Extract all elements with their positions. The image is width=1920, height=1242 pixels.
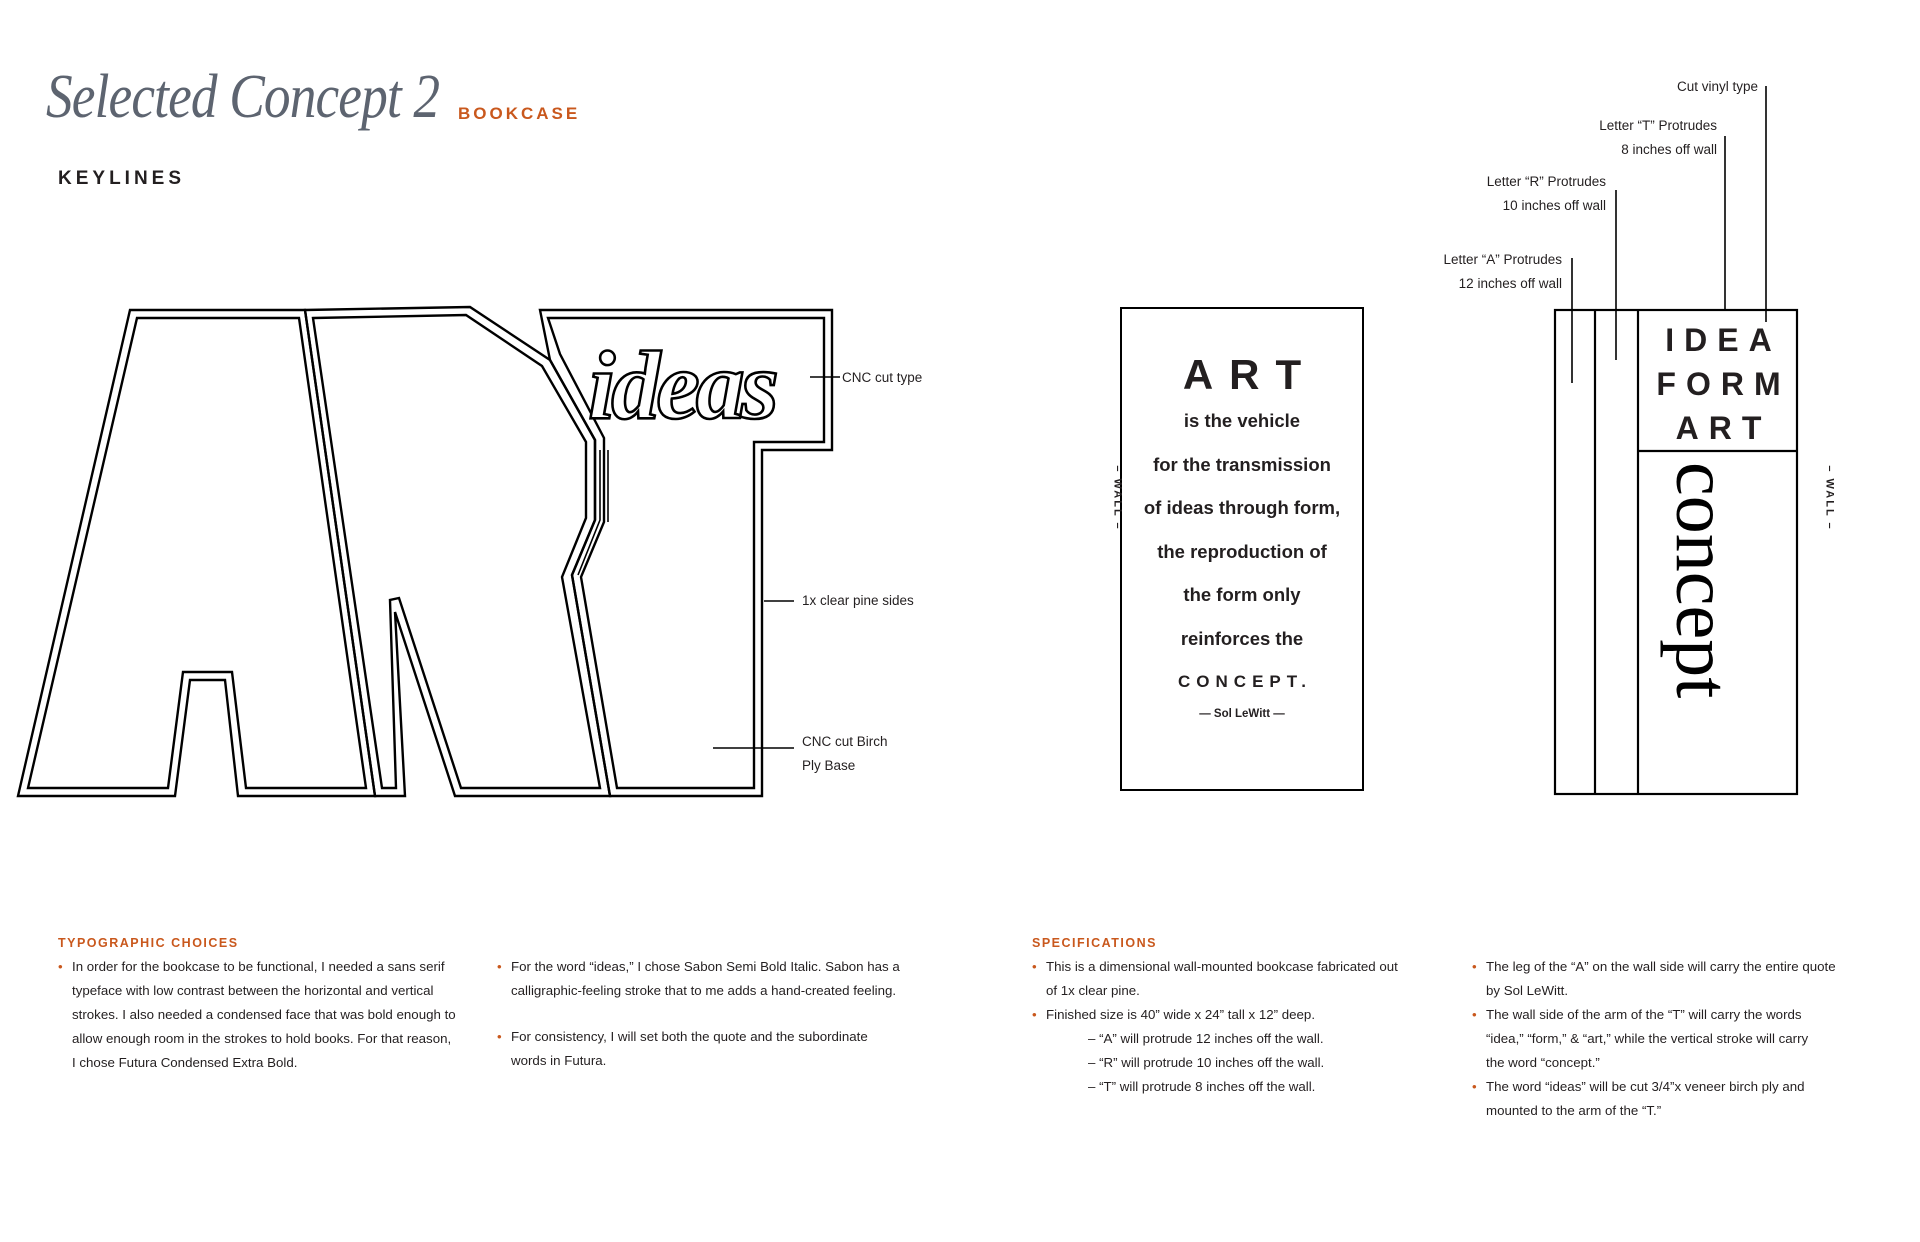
typographic-item: • For consistency, I will set both the quote and the subordinate words in Futura. <box>497 1029 868 1068</box>
quote-line: is the vehicle <box>1183 410 1301 431</box>
side-words <box>1640 318 1797 450</box>
callout-r-line2: 10 inches off wall <box>1502 198 1606 213</box>
spec-sub: – “R” will protrude 10 inches off the wall. <box>1088 1055 1325 1070</box>
callout-pine-sides: 1x clear pine sides <box>802 593 914 608</box>
callout-cnc-type: CNC cut type <box>842 370 923 385</box>
callout-vinyl: Cut vinyl type <box>1676 79 1758 94</box>
specifications-col1 <box>1032 955 1398 1099</box>
typographic-heading: TYPOGRAPHIC CHOICES <box>58 936 239 950</box>
quote-concept: CONCEPT. <box>1178 672 1312 691</box>
spec-sub: – “T” will protrude 8 inches off the wall. <box>1088 1079 1316 1094</box>
quote-line: of ideas through form, <box>1143 497 1341 518</box>
quote-line: reinforces the <box>1180 627 1304 649</box>
page-subtitle: BOOKCASE <box>458 104 581 123</box>
callout-a-line1: Letter “A” Protrudes <box>1443 252 1562 267</box>
callout-t-line1: Letter “T” Protrudes <box>1599 118 1717 133</box>
quote-line: the form only <box>1183 584 1301 605</box>
typographic-col1 <box>58 955 456 1075</box>
callout-r-line1: Letter “R” Protrudes <box>1486 174 1606 189</box>
side-word-idea: IDEA <box>1665 322 1782 358</box>
typographic-item: • For the word “ideas,” I chose Sabon Semi Bold Italic. Sabon has a calligraphic-feeling stroke that to me adds a hand-created feeling. <box>497 959 900 998</box>
quote-line: for the transmission <box>1153 453 1331 475</box>
callout-base-line2: Ply Base <box>802 758 856 773</box>
page-title: Selected Concept 2 <box>46 63 440 131</box>
spec-item: • The word “ideas” will be cut 3/4”x veneer birch ply and mounted to the arm of the “T.” <box>1472 1079 1805 1118</box>
spec-item: • Finished size is 40” wide x 24” tall x 12” deep. <box>1032 1007 1316 1022</box>
specifications-col2 <box>1472 955 1836 1123</box>
callout-a-line2: 12 inches off wall <box>1458 276 1562 291</box>
wall-label-side: – WALL – <box>1823 465 1836 531</box>
vertical-concept-word: concept <box>1660 462 1744 699</box>
callout-base-line1: CNC cut Birch <box>802 734 888 749</box>
spec-sub: – “A” will protrude 12 inches off the wall. <box>1088 1031 1324 1046</box>
quote-author: — Sol LeWitt — <box>1199 708 1285 720</box>
quote-art: ART <box>1182 351 1318 398</box>
typographic-item: • In order for the bookcase to be functional, I needed a sans serif typeface with low contrast between the horizontal and vertical strokes. I also needed a condensed face that was bold enough to allow enough room in the strokes to hold books. For that reason, I chose Futura Condensed Extra Bold. <box>58 959 456 1070</box>
typographic-col2 <box>497 955 900 1073</box>
section-heading: KEYLINES <box>58 168 186 189</box>
side-word-form: FORM <box>1656 366 1791 402</box>
spec-item: • The wall side of the arm of the “T” will carry the words “idea,” “form,” & “art,” while the vertical stroke will carry the word “concept.” <box>1472 1007 1809 1070</box>
spec-item: • This is a dimensional wall-mounted bookcase fabricated out of 1x clear pine. <box>1032 959 1398 998</box>
specifications-heading: SPECIFICATIONS <box>1032 936 1157 950</box>
spec-item: • The leg of the “A” on the wall side will carry the entire quote by Sol LeWitt. <box>1472 959 1836 998</box>
wall-label-quote: – WALL – <box>1111 465 1124 531</box>
callout-t-line2: 8 inches off wall <box>1621 142 1717 157</box>
quote-line: the reproduction of <box>1157 540 1327 562</box>
side-word-art: ART <box>1675 410 1772 446</box>
ideas-script-word: ideas <box>588 332 775 440</box>
